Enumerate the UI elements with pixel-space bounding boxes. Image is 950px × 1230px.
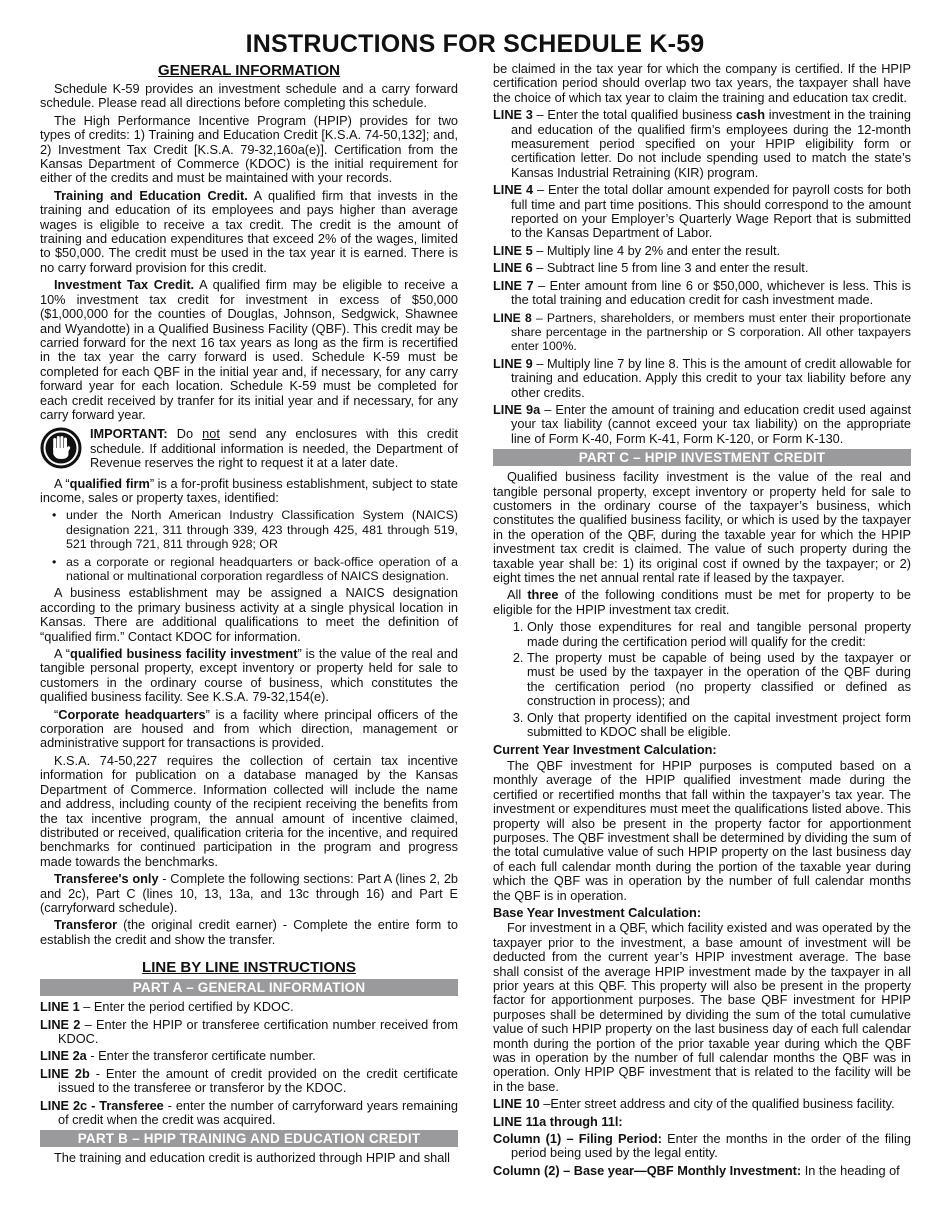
line-item: LINE 2a - Enter the transferor certificate number. [40, 1048, 316, 1064]
line-item: LINE 8 – Partners, shareholders, or members must enter their proportionate share percentage in the partnership or S corporation. All other taxpayers enter 100%. [493, 310, 911, 354]
list-item: 3. Only that property identified on the capital investment project form submitted to KDOC shall be eligible. [527, 711, 911, 740]
line-item: Column (2) – Base year—QBF Monthly Investment: In the heading of [493, 1162, 900, 1178]
line-item: LINE 2c - Transferee - enter the number of carryforward years remaining of credit when the credit was acquired. [40, 1097, 458, 1127]
paragraph: Training and Education Credit. A qualified firm that invests in the training and education of its employees and pays higher than average wages is eligible to receive a tax credit. The credit is the amount of training and education expenditures that exceed 2% of the wages, limited to $50,000. The credit must be used in the tax year it is earned. There is no carry forward provision for this credit. [40, 187, 458, 275]
term: Transferor [54, 917, 118, 933]
paragraph: A business establishment may be assigned a NAICS designation according to the primary business activity at a single physical location in Kansas. There are additional qualifications to meet the definition of “qualified firm.” Contact KDOC for information. [40, 585, 458, 644]
current-year-heading: Current Year Investment Calculation: [493, 742, 717, 758]
paragraph: All three of the following conditions must be met for property to be eligible for the HPIP investment tax credit. [493, 587, 911, 617]
line-item: LINE 10 –Enter street address and city of the qualified business facility. [493, 1096, 895, 1112]
paragraph: The High Performance Incentive Program (HPIP) provides for two types of credits: 1) Training and Education Credit [K.S.A. 74-50,132]; and, 2) Investment Tax Credit [K.S.A. 79-32,160a(e)]. Certification from the Kansas Department of Commerce (KDOC) is the initial requirement for either of the credits and must be maintained with your records. [40, 112, 458, 186]
term: qualified business facility investment [70, 646, 298, 662]
list-item: • under the North American Industry Classification System (NAICS) designation 221, 311 through 339, 423 through 425, 481 through 519, 521 through 721, 811 through 928; OR [66, 508, 458, 551]
paragraph: A “qualified business facility investment” is the value of the real and tangible personal property, except inventory or property held for sale to customers in the ordinary course of business, which constitutes the qualified business facility. See K.S.A. 79-32,154(e). [40, 646, 458, 705]
paragraph: Transferor (the original credit earner) - Complete the entire form to establish the credit and show the transfer. [40, 917, 458, 947]
paragraph: A “qualified firm” is a for-profit business establishment, subject to state income, sales or property taxes, identified: [40, 475, 458, 505]
paragraph: be claimed in the tax year for which the company is certified. If the HPIP certification period should overlap two tax years, the taxpayer shall have the choice of which tax year to claim the training and education tax credit. [493, 61, 911, 105]
term: Corporate headquarters [58, 706, 206, 722]
term: Training and Education Credit. [54, 187, 248, 203]
conditions-list [493, 620, 911, 739]
term: qualified firm [69, 475, 150, 491]
line-item: LINE 3 – Enter the total qualified business cash investment in the training and education of the qualified firm’s employees during the 12-month measurement period specified on your HPIP eligibility form or certification letter. Do not include spending used to match the state’s Kansas Industrial Retraining (KIR) program. [493, 107, 911, 180]
paragraph: Qualified business facility investment is the value of the real and tangible personal property, except inventory or property held for sale to customers in the ordinary course of the taxpayer’s business, which constitutes the qualified business facility, or which is used by the taxpayer in the operation of the QBF, during the taxable year for which the HPIP investment tax credit is claimed. The value of such property during the taxable year shall be: 1) its original cost if owned by the taxpayer; or 2) eight times the net annual rental rate if leased by the taxpayer. [493, 469, 911, 585]
paragraph: The training and education credit is authorized through HPIP and shall [54, 1150, 450, 1166]
line-item: LINE 7 – Enter amount from line 6 or $50,000, whichever is less. This is the total training and education credit for cash investment made. [493, 277, 912, 308]
paragraph: For investment in a QBF, which facility existed and was operated by the taxpayer prior to the investment, a base amount of investment will be deducted from the current year’s HPIP investment average. The base shall consist of the average HPIP investment made by the taxpayer in all prior years at this QBF. This property will also be present in the property factor for apportionment purposes. The base QBF investment for HPIP purposes shall be determined by dividing the sum of the total cumulative value of such HPIP property on the last business day of each full calendar month during the portion of the prior taxable year during which the QBF was in operation by the number of full calendar months the QBF was in operation. Only HPIP QBF investment that is related to the facility will be in the base. [493, 920, 911, 1094]
line-by-line-heading: LINE BY LINE INSTRUCTIONS [142, 959, 356, 977]
part-a-header: PART A – GENERAL INFORMATION [40, 979, 458, 996]
base-year-heading: Base Year Investment Calculation: [493, 904, 702, 920]
part-c-header: PART C – HPIP INVESTMENT CREDIT [493, 449, 911, 466]
page-title: INSTRUCTIONS FOR SCHEDULE K-59 [245, 30, 705, 58]
important-text: IMPORTANT: Do not send any enclosures with this credit schedule. If additional information is needed, the Department of Revenue reserves the right to request it at a later date. [90, 426, 458, 471]
line-item: LINE 1 – Enter the period certified by KDOC. [40, 999, 294, 1015]
paragraph: K.S.A. 74-50,227 requires the collection of certain tax incentive information for publication on a database managed by the Kansas Department of Commerce. Information collected will include the name and address, including county of the recipient receiving the benefits from the tax incentive program, the annual amount of incentive claimed, distributed or received, qualification criteria for the incentive, and required benchmarks for continued participation in the program and progress made towards the benchmarks. [40, 752, 458, 869]
paragraph: Transferee's only - Complete the following sections: Part A (lines 2, 2b and 2c), Part C (lines 10, 13, 13a, and 13c through 16) and Part E (carryforward schedule). [40, 871, 459, 915]
line-item: LINE 2b - Enter the amount of credit provided on the credit certificate issued to the transferee or transferor by the KDOC. [40, 1065, 458, 1096]
important-notice [40, 427, 458, 470]
line-item: LINE 6 – Subtract line 5 from line 3 and enter the result. [493, 260, 809, 276]
list-item: 2. The property must be capable of being used by the taxpayer or must be used by the taxpayer in the operation of the QBF during the certification period (no property classified or defined as construction in process); and [527, 651, 911, 709]
list-item: 1. Only those expenditures for real and tangible personal property made during the certification period will qualify for the credit: [527, 620, 911, 649]
paragraph: “Corporate headquarters” is a facility where principal officers of the corporation are housed and from which direction, management or administrative support for transactions is provided. [40, 706, 458, 751]
part-b-header: PART B – HPIP TRAINING AND EDUCATION CREDIT [40, 1130, 458, 1147]
right-column [493, 62, 911, 1181]
stop-hand-icon [40, 427, 82, 469]
term: Investment Tax Credit. [54, 277, 195, 293]
left-column [40, 62, 458, 1169]
line-item: Column (1) – Filing Period: Enter the months in the order of the filing period being used by the legal entity. [493, 1131, 911, 1161]
general-information-heading: GENERAL INFORMATION [158, 62, 340, 79]
list-item: • as a corporate or regional headquarters or back-office operation of a national or multinational corporation regardless of NAICS designation. [66, 555, 458, 584]
term: Transferee's only [54, 871, 159, 887]
line-item: LINE 11a through 11l: [493, 1113, 623, 1129]
line-item: LINE 9 – Multiply line 7 by line 8. This is the amount of credit allowable for training and education. Apply this credit to your tax liability before any other credits. [493, 355, 911, 400]
naics-list [40, 508, 458, 583]
paragraph: Investment Tax Credit. A qualified firm may be eligible to receive a 10% investment tax credit for investment in excess of $50,000 ($1,000,000 for the counties of Douglas, Johnson, Sedgwick, Shawnee and Wyandotte) in a Qualified Business Facility (QBF). This credit may be carried forward for the next 16 tax years as long as the firm is recertified in the tax year the carry forward is used. Schedule K-59 must be completed for each QBF in the initial year and, if necessary, for any carry forward year for each location. Schedule K-59 must be completed for each credit received by tranfer for its initial year and if necessary, for any carry forward year. [40, 277, 458, 422]
paragraph: Schedule K-59 provides an investment schedule and a carry forward schedule. Please read all directions before completing this schedule. [40, 81, 458, 111]
line-item: LINE 2 – Enter the HPIP or transferee certification number received from KDOC. [40, 1016, 458, 1046]
line-item: LINE 5 – Multiply line 4 by 2% and enter the result. [493, 242, 781, 258]
paragraph: The QBF investment for HPIP purposes is computed based on a monthly average of the HPIP qualified investment made during the certified or recertified months that fall within the taxpayer’s tax year. The investment or expenditures must meet the qualifications listed above. This property will also be present in the property factor for apportionment purposes. The QBF investment shall be determined by dividing the sum of the total cumulative value of such HPIP property on the last business day of each full calendar month during the portion of the taxable year during which the QBF was in operation by the number of full calendar months the QBF is in operation. [493, 757, 911, 903]
line-item: LINE 4 – Enter the total dollar amount expended for payroll costs for both full time and part time positions. This should correspond to the amount reported on your Employer’s Quarterly Wage Report that is submitted to the Kansas Department of Labor. [493, 182, 911, 241]
line-item: LINE 9a – Enter the amount of training and education credit used against your tax liability (cannot exceed your tax liability) on the appropriate line of Form K-40, Form K-41, Form K-120, or Form K-130. [493, 401, 911, 446]
